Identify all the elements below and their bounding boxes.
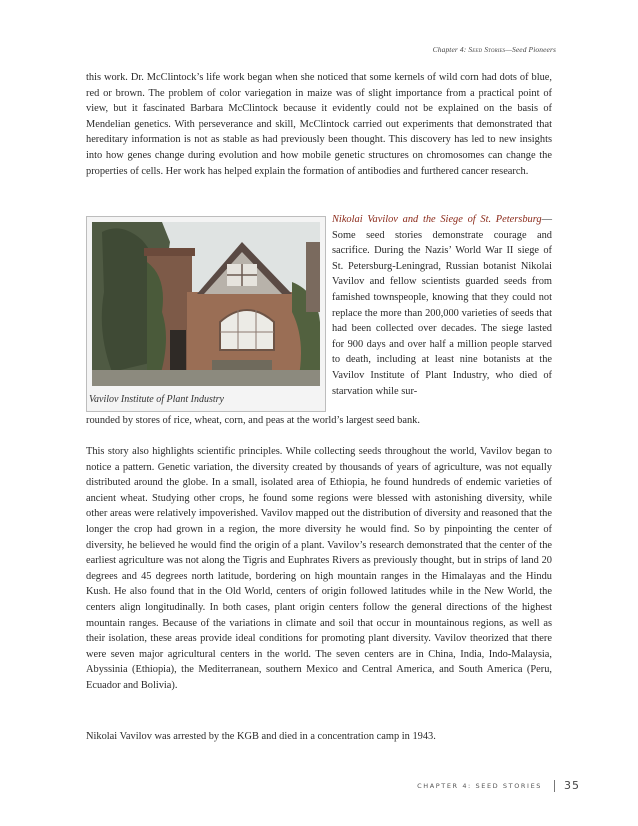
paragraph-mcclintock: this work. Dr. McClintock’s life work began when she noticed that some kernels of wild corn had dots of blue, red or brown. The problem of color variegation in maize was of slight importance from a practical point of view, but it fascinated Barbara McClintock because it evidently could not be explained on the basis of Mendelian genetics. With perseverance and skill, McClintock carried out experiments that demonstrated that hereditary information is not as stable as had previously been thought. This discovery has led to new insights into how genes change during evolution and how mobile genetic structures on chromosomes can change the properties of cells. Her work has helped explain the formation of antibodies and furthered cancer research. xyxy=(86,72,552,177)
footer-chapter-label: CHAPTER 4: SEED STORIES xyxy=(417,781,542,790)
footer-divider xyxy=(554,780,555,792)
institute-photo xyxy=(92,222,320,386)
running-header xyxy=(433,45,556,54)
sidebar-vavilov xyxy=(332,212,552,399)
paragraph-vavilov-arrest: Nikolai Vavilov was arrested by the KGB and died in a concentration camp in 1943. xyxy=(86,731,436,742)
sidebar-dash: — xyxy=(541,214,552,225)
figure-caption: Vavilov Institute of Plant Industry xyxy=(89,394,224,405)
institute-building-image xyxy=(92,222,320,386)
sidebar-title: Nikolai Vavilov and the Siege of St. Petersburg xyxy=(332,214,542,225)
sidebar-continuation: rounded by stores of rice, wheat, corn, and peas at the world’s largest seed bank. xyxy=(86,415,420,426)
sidebar-body: Some seed stories demonstrate courage and sacrifice. During the Nazis’ World War II siege of St. Petersburg-Leningrad, Russian botanist Nikolai Vavilov and fellow scientists guarded seeds from famished townspeople, knowing that they could not replace the more than 200,000 varieties of seeds that had been collected over decades. The siege lasted for 900 days and over half a million people starved to death, including at least nine botanists at the Vavilov Institute of Plant Industry, who died of starvation while sur- xyxy=(332,229,552,397)
header-section-name: —Seed Pioneers xyxy=(505,45,556,54)
figure-vavilov-institute xyxy=(86,216,326,412)
paragraph-vavilov-research: This story also highlights scientific principles. While collecting seeds throughout the world, Vavilov began to notice a pattern. Genetic variation, the diversity created by thousands of years of agriculture, was not equally distributed around the globe. In a small, isolated area of Ethiopia, he found hundreds of endemic varieties of ancient wheat. Studying other crops, he found some regions were blessed with astonishing diversity, while other areas were relatively impoverished. Vavilov mapped out the distribution of diversity and reasoned that the longer the crop had grown in a region, the more diversity he would find. So by pinpointing the center of diversity, he believed he would find the origin of a plant. Vavilov’s research demonstrated that the center of the earliest agriculture was not along the Tigris and Euphrates Rivers as previously thought, but in strips of land 20 degrees and 45 degrees north latitude, bordering on high mountain ranges in the Himalayas and the Hindu Kush. He also found that in the Old World, centers of origin followed latitudes while in the New World, the centers align longitudinally. In both cases, plant origin centers follow the general directions of the highest mountain ranges. Because of the variations in climate and soil that occur in mountainous regions, as well as their isolation, these areas provide ideal conditions for promoting plant diversity. Vavilov theorized that there were seven major agricultural centers in the world. The seven centers are in China, India, Indo-Malaysia, Abyssinia (Ethiopia), the Mediterranean, southern Mexico and Central America, and South America (Peru, Ecuador and Bolivia). xyxy=(86,446,552,691)
header-chapter-prefix: Chapter 4: xyxy=(432,45,467,54)
page-footer xyxy=(417,779,580,792)
page-number: 35 xyxy=(564,779,580,792)
header-chapter-name: Seed Stories xyxy=(468,45,506,54)
